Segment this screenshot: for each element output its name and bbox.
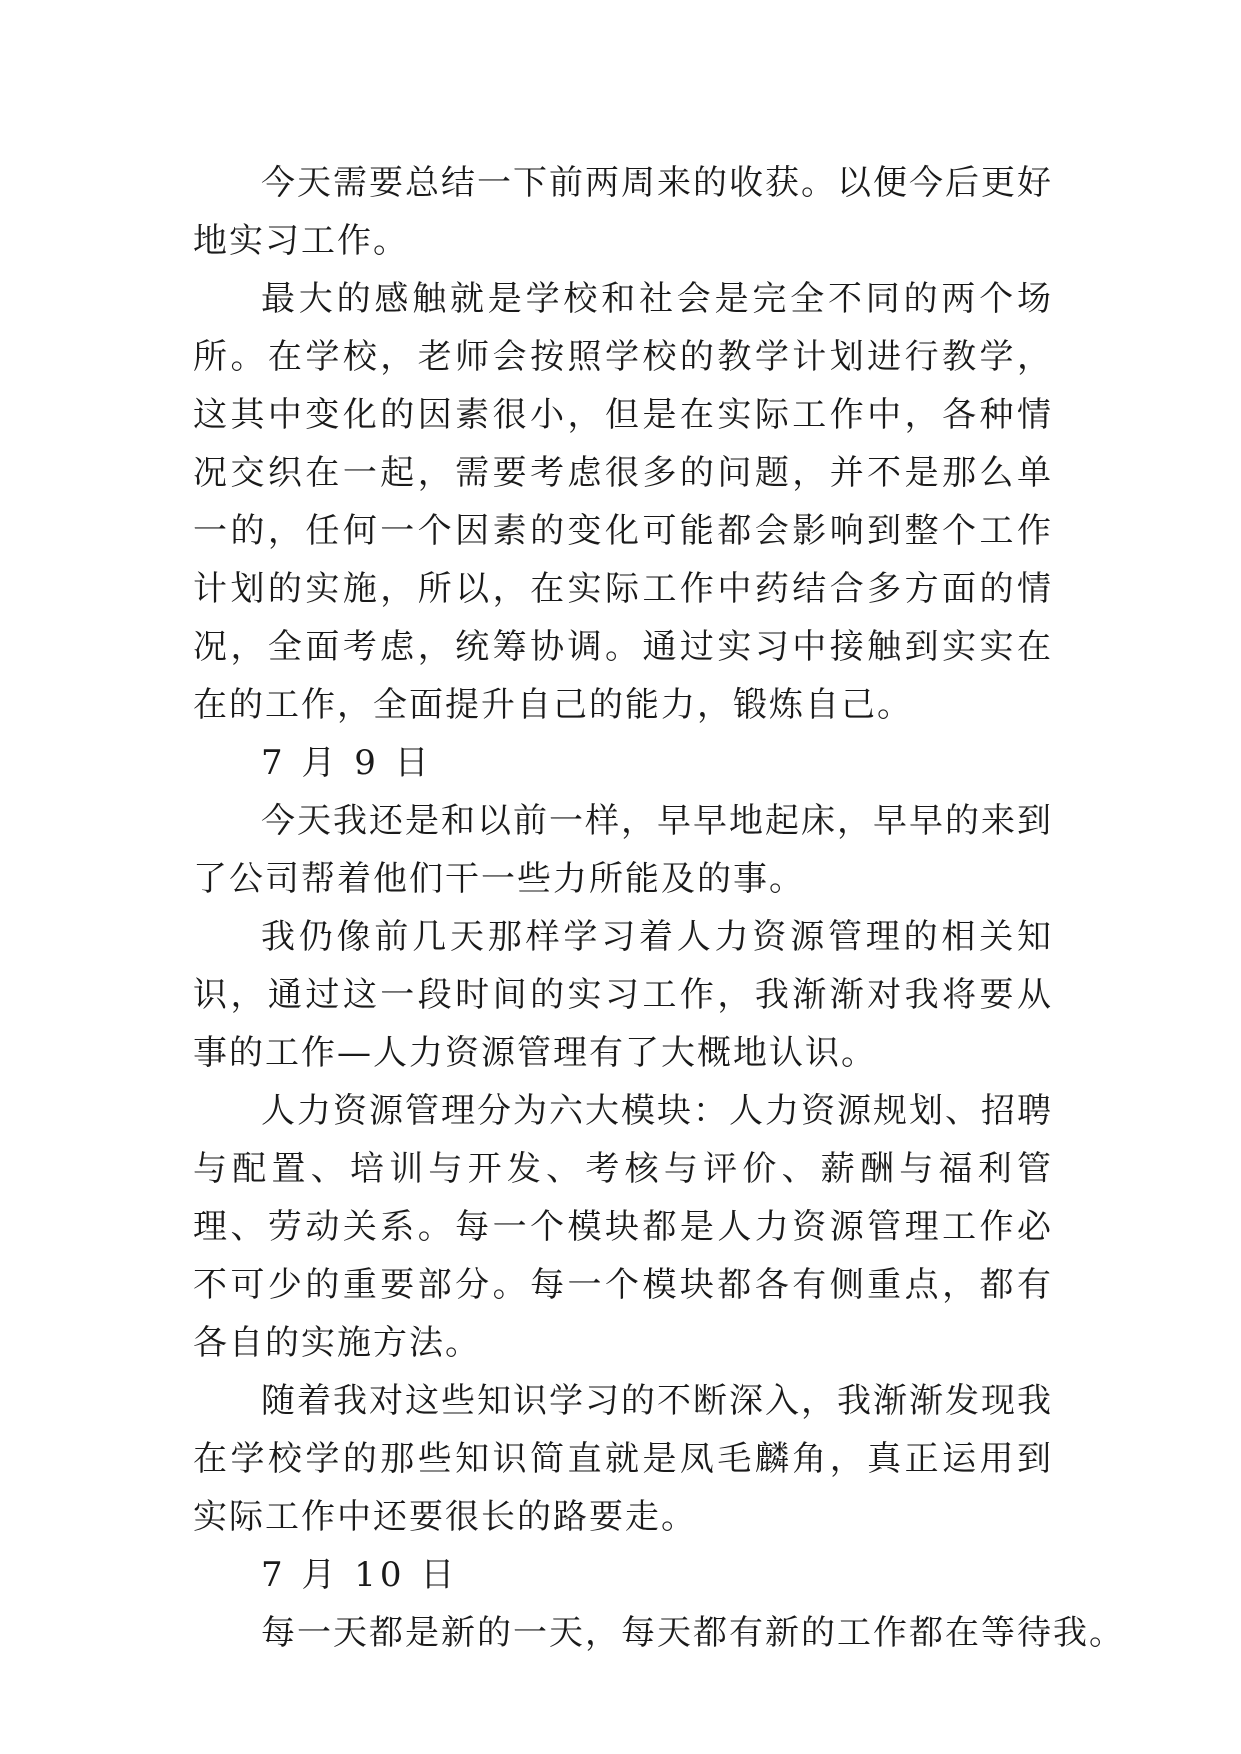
paragraph-hr-learning: 我仍像前几天那样学习着人力资源管理的相关知识，通过这一段时间的实习工作，我渐渐对我将要从事的工作—人力资源管理有了大概地认识。 xyxy=(193,917,1053,1073)
date-heading-july-9: 7 月 9 日 xyxy=(261,743,433,783)
paragraph-school-vs-society: 最大的感触就是学校和社会是完全不同的两个场所。在学校，老师会按照学校的教学计划进行教学，这其中变化的因素很小，但是在实际工作中，各种情况交织在一起，需要考虑很多的问题，并不是那么单一的，任何一个因素的变化可能都会影响到整个工作计划的实施，所以，在实际工作中药结合多方面的情况，全面考虑，统筹协调。通过实习中接触到实实在在的工作，全面提升自己的能力，锻炼自己。 xyxy=(193,279,1053,725)
paragraph-morning-routine: 今天我还是和以前一样，早早地起床，早早的来到了公司帮着他们干一些力所能及的事。 xyxy=(193,801,1053,899)
document-body xyxy=(193,154,1125,1662)
paragraph-new-day: 每一天都是新的一天，每天都有新的工作都在等待我。 xyxy=(261,1613,1125,1653)
paragraph-knowledge-gap: 随着我对这些知识学习的不断深入，我渐渐发现我在学校学的那些知识简直就是凤毛麟角，真正运用到实际工作中还要很长的路要走。 xyxy=(193,1381,1053,1537)
paragraph-summary: 今天需要总结一下前两周来的收获。以便今后更好地实习工作。 xyxy=(193,163,1053,261)
paragraph-hr-modules: 人力资源管理分为六大模块：人力资源规划、招聘与配置、培训与开发、考核与评价、薪酬与福利管理、劳动关系。每一个模块都是人力资源管理工作必不可少的重要部分。每一个模块都各有侧重点，都有各自的实施方法。 xyxy=(193,1091,1053,1363)
date-heading-july-10: 7 月 10 日 xyxy=(261,1555,459,1595)
